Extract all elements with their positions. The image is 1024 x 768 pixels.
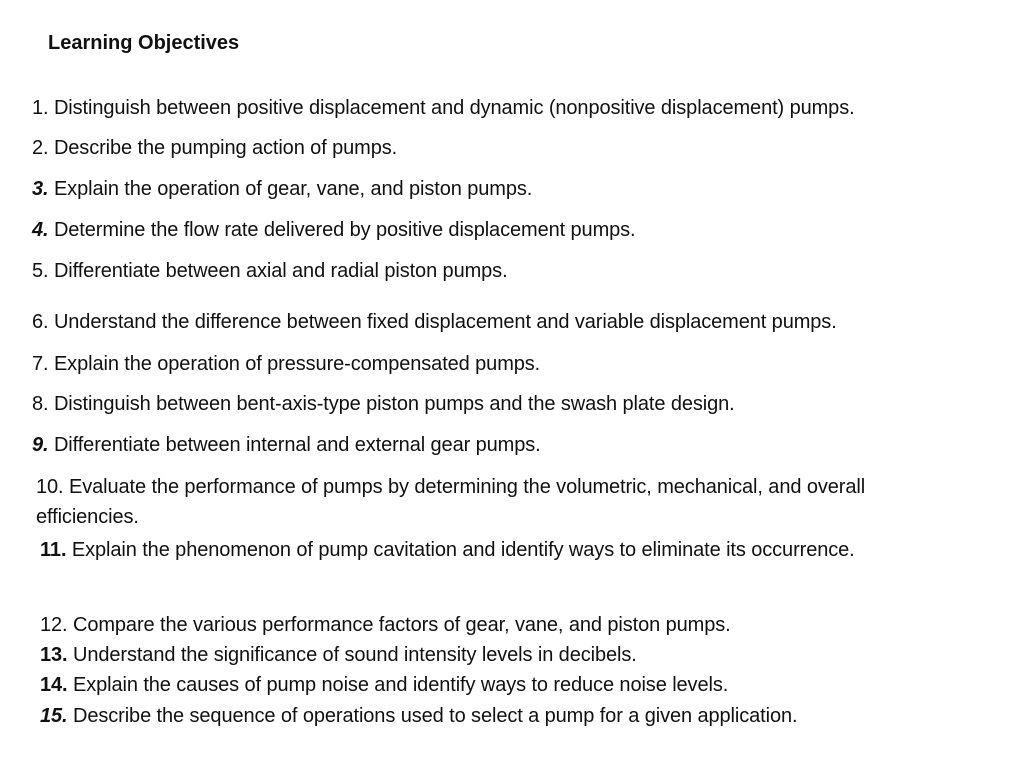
objective-13 (40, 640, 637, 670)
objective-text: Determine the flow rate delivered by positive displacement pumps. (48, 219, 636, 241)
objective-number: 10. (36, 476, 64, 498)
objective-11 (40, 535, 910, 565)
objective-3 (32, 174, 532, 204)
objective-number: 12. (40, 614, 68, 636)
objective-text: Differentiate between axial and radial piston pumps. (48, 260, 508, 282)
objective-text: Distinguish between positive displacement and dynamic (nonpositive displacement) pumps. (48, 97, 855, 119)
objective-number: 6. (32, 311, 49, 333)
page-title: Learning Objectives (48, 32, 240, 54)
objective-6 (32, 307, 837, 337)
objective-number: 15. (40, 705, 68, 727)
objective-number: 3. (32, 178, 49, 200)
objective-text: Understand the significance of sound intensity levels in decibels. (67, 644, 637, 666)
objective-number: 7. (32, 353, 49, 375)
objective-7 (32, 349, 540, 379)
objective-2 (32, 133, 397, 163)
objective-8 (32, 389, 735, 419)
objective-9 (32, 430, 541, 460)
objective-4 (32, 215, 636, 245)
objective-text: Compare the various performance factors of gear, vane, and piston pumps. (67, 614, 731, 636)
objective-number: 13. (40, 644, 68, 666)
objective-text: Differentiate between internal and external gear pumps. (48, 434, 541, 456)
objective-10 (36, 472, 966, 532)
objective-number: 1. (32, 97, 49, 119)
objective-number: 9. (32, 434, 49, 456)
objective-text: Understand the difference between fixed displacement and variable displacement pumps. (48, 311, 837, 333)
objective-14 (40, 670, 728, 700)
objective-number: 14. (40, 674, 68, 696)
objective-number: 2. (32, 137, 49, 159)
objective-text: Evaluate the performance of pumps by determining the volumetric, mechanical, and overall efficiencies. (36, 476, 866, 528)
objective-15 (40, 701, 797, 731)
objective-number: 11. (40, 539, 67, 561)
objective-number: 4. (32, 219, 49, 241)
objective-text: Explain the phenomenon of pump cavitation and identify ways to eliminate its occurrence. (66, 539, 855, 561)
objective-text: Describe the sequence of operations used to select a pump for a given application. (67, 705, 798, 727)
objective-5 (32, 256, 508, 286)
objective-text: Describe the pumping action of pumps. (48, 137, 398, 159)
objective-number: 8. (32, 393, 49, 415)
objective-text: Explain the operation of pressure-compensated pumps. (48, 353, 541, 375)
objective-text: Explain the operation of gear, vane, and piston pumps. (48, 178, 533, 200)
objective-number: 5. (32, 260, 49, 282)
objective-12 (40, 610, 731, 640)
objective-text: Explain the causes of pump noise and identify ways to reduce noise levels. (67, 674, 729, 696)
objective-1 (32, 93, 855, 123)
objective-text: Distinguish between bent-axis-type piston pumps and the swash plate design. (48, 393, 735, 415)
